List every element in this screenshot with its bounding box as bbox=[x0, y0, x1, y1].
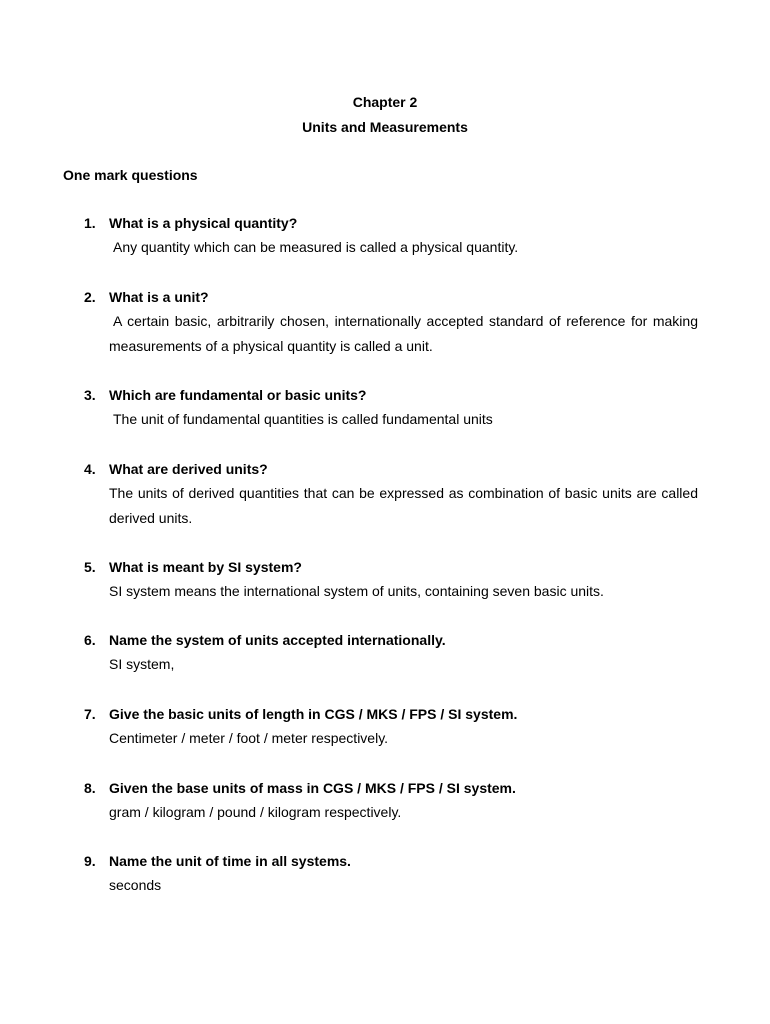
question-text: Given the base units of mass in CGS / MKS / FPS / SI system. bbox=[109, 780, 516, 796]
answer-text: SI system means the international system of units, containing seven basic units. bbox=[109, 583, 604, 599]
answer-text: The unit of fundamental quantities is called fundamental units bbox=[113, 411, 493, 427]
question-number: 7. bbox=[84, 706, 96, 722]
answer-text: seconds bbox=[109, 877, 162, 893]
question-number: 1. bbox=[84, 215, 96, 231]
question-text: Name the unit of time in all systems. bbox=[109, 853, 351, 869]
question-text: Name the system of units accepted internationally. bbox=[109, 632, 446, 648]
answer-text: Centimeter / meter / foot / meter respectively. bbox=[109, 730, 389, 746]
answer-text: Any quantity which can be measured is called a physical quantity. bbox=[113, 239, 519, 255]
question-number: 2. bbox=[84, 289, 96, 305]
answer-text: SI system, bbox=[109, 656, 175, 672]
answer-text: A certain basic, arbitrarily chosen, internationally accepted standard of reference for making measurements of a physical quantity is called a unit. bbox=[109, 313, 698, 354]
question-text: What is meant by SI system? bbox=[109, 559, 302, 575]
question-number: 4. bbox=[84, 461, 96, 477]
question-number: 3. bbox=[84, 387, 96, 403]
question-text: Which are fundamental or basic units? bbox=[109, 387, 367, 403]
question-number: 6. bbox=[84, 632, 96, 648]
question-number: 5. bbox=[84, 559, 96, 575]
question-text: What are derived units? bbox=[109, 461, 268, 477]
answer-text: gram / kilogram / pound / kilogram respectively. bbox=[109, 804, 402, 820]
question-number: 8. bbox=[84, 780, 96, 796]
question-text: Give the basic units of length in CGS / MKS / FPS / SI system. bbox=[109, 706, 518, 722]
chapter-heading: Chapter 2 bbox=[352, 94, 418, 110]
section-heading: One mark questions bbox=[63, 167, 198, 183]
question-text: What is a physical quantity? bbox=[109, 215, 298, 231]
question-number: 9. bbox=[84, 853, 96, 869]
chapter-title: Units and Measurements bbox=[302, 119, 468, 135]
question-text: What is a unit? bbox=[109, 289, 209, 305]
answer-text: The units of derived quantities that can be expressed as combination of basic units are called derived units. bbox=[109, 485, 698, 526]
